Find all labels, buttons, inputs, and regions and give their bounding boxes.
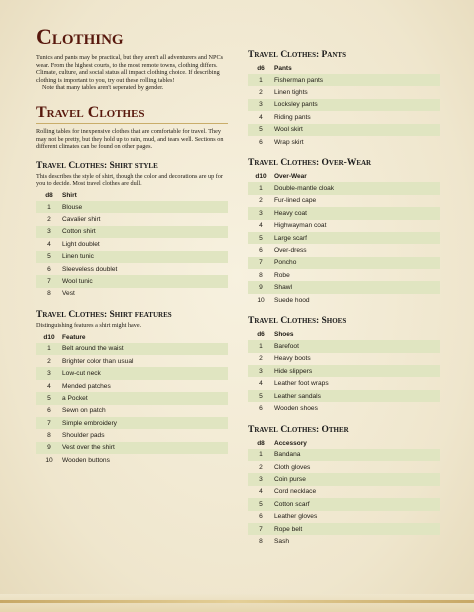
die-column-header: d10 (43, 333, 55, 341)
roll-number: 7 (36, 417, 62, 429)
roll-number: 7 (36, 275, 62, 287)
table-row (248, 353, 440, 365)
table-row (248, 74, 440, 86)
roll-result: Cotton scarf (274, 498, 440, 510)
die-column-header: d6 (257, 331, 265, 339)
roll-number: 5 (248, 232, 274, 244)
table-row (248, 220, 440, 232)
roll-number: 1 (36, 343, 62, 355)
table-title-pants: Travel Clothes: Pants (248, 50, 346, 60)
roll-number: 6 (259, 138, 263, 146)
intro-note: Note that many tables aren't seperated by gender. (42, 84, 164, 92)
roll-number: 5 (248, 498, 274, 510)
table-row (248, 486, 440, 498)
table-row (248, 473, 440, 485)
roll-result: Leather gloves (274, 513, 318, 521)
result-column-header: Pants (274, 65, 292, 72)
result-column-header: Shirt (62, 191, 77, 199)
roll-result: Hide slippers (274, 365, 440, 377)
result-column-header: Shoes (274, 331, 294, 339)
roll-number: 3 (248, 207, 274, 219)
table-row (248, 111, 440, 123)
table-row (248, 294, 440, 306)
table-header-row (36, 332, 228, 343)
table-title-over-wear: Travel Clothes: Over-Wear (248, 158, 372, 169)
table-row (248, 281, 440, 293)
roll-result: Robe (274, 271, 290, 279)
table-header-row (248, 171, 440, 182)
roll-number: 5 (248, 390, 274, 402)
table-row (248, 535, 440, 547)
roll-number: 1 (248, 182, 274, 194)
roll-number: 3 (36, 226, 62, 238)
table-row (248, 340, 440, 352)
roll-result: Locksley pants (274, 99, 440, 111)
roll-result: Wool tunic (62, 275, 228, 287)
roll-result: Large scarf (274, 232, 440, 244)
table-row (36, 201, 228, 213)
roll-result: Highwayman coat (274, 222, 327, 230)
roll-number: 5 (36, 392, 62, 404)
roll-number: 1 (36, 201, 62, 213)
roll-result: Heavy coat (274, 207, 440, 219)
roll-result: Suede hood (274, 296, 310, 304)
result-column-header: Accessory (274, 439, 307, 447)
shirt-features-description: Distinguishing features a shirt might have. (36, 322, 142, 330)
roll-number: 7 (248, 257, 274, 269)
left-column (36, 26, 228, 467)
roll-result: Leather foot wraps (274, 380, 329, 388)
pants-table (248, 63, 440, 148)
roll-result: Wooden buttons (62, 456, 110, 464)
table-row (248, 182, 440, 194)
die-column-header: d6 (257, 65, 265, 72)
table-row (248, 390, 440, 402)
roll-result: Double-mantle cloak (274, 182, 440, 194)
roll-number: 3 (248, 473, 274, 485)
table-row (36, 392, 228, 404)
roll-result: Fur-lined cape (274, 197, 317, 205)
table-row (248, 136, 440, 148)
table-row (248, 232, 440, 244)
roll-result: Light doublet (62, 240, 100, 248)
roll-result: Fisherman pants (274, 74, 440, 86)
roll-result: Mended patches (62, 382, 111, 390)
roll-number: 8 (259, 271, 263, 279)
roll-number: 2 (259, 89, 263, 97)
table-header-row (248, 438, 440, 449)
roll-result: Cord necklace (274, 488, 317, 496)
roll-number: 8 (47, 290, 51, 298)
roll-number: 2 (259, 463, 263, 471)
roll-result: Vest (62, 290, 75, 298)
roll-number: 9 (248, 281, 274, 293)
roll-number: 8 (259, 538, 263, 546)
roll-number: 4 (259, 488, 263, 496)
roll-result: a Pocket (62, 392, 228, 404)
table-row (248, 461, 440, 473)
roll-number: 5 (36, 251, 62, 263)
roll-number: 3 (36, 367, 62, 379)
roll-result: Shoulder pads (62, 432, 105, 440)
roll-number: 1 (248, 449, 274, 461)
table-header-row (248, 63, 440, 74)
roll-result: Leather sandals (274, 390, 440, 402)
roll-result: Blouse (62, 201, 228, 213)
roll-number: 2 (47, 216, 51, 224)
page-title: Clothing (36, 24, 124, 49)
roll-result: Heavy boots (274, 355, 311, 363)
table-title-other: Travel Clothes: Other (248, 424, 349, 435)
table-row (36, 263, 228, 275)
roll-number: 6 (259, 404, 263, 412)
table-row (248, 511, 440, 523)
roll-number: 4 (47, 240, 51, 248)
table-title-shoes: Travel Clothes: Shoes (248, 316, 347, 327)
roll-result: Barefoot (274, 340, 440, 352)
right-column (248, 50, 440, 548)
table-row (36, 454, 228, 466)
shirt-features-table (36, 332, 228, 467)
result-column-header: Over-Wear (274, 173, 307, 181)
table-row (36, 405, 228, 417)
roll-number: 8 (47, 432, 51, 440)
table-row (36, 355, 228, 367)
shoes-table (248, 329, 440, 414)
table-row (248, 99, 440, 111)
roll-result: Brighter color than usual (62, 357, 134, 365)
page-footer-border (0, 594, 474, 612)
roll-result: Cloth gloves (274, 463, 311, 471)
table-row (248, 498, 440, 510)
roll-number: 5 (248, 124, 274, 136)
roll-number: 10 (45, 456, 53, 464)
other-table (248, 438, 440, 548)
table-row (248, 86, 440, 98)
over-wear-table (248, 171, 440, 306)
roll-result: Rope belt (274, 523, 440, 535)
table-row (248, 377, 440, 389)
roll-result: Coin purse (274, 473, 440, 485)
roll-result: Linen tights (274, 89, 308, 97)
table-row (36, 238, 228, 250)
roll-result: Sleeveless doublet (62, 265, 118, 273)
intro-paragraph: Tunics and pants may be practical, but they aren't all adventurers and NPCs wear. From the highest courts, to the most remote towns, clothing differs. Climate, culture, and social status all impact clothing choice. If describing clothing is important to you, try out these rolling tables! (36, 54, 223, 84)
table-header-row (248, 329, 440, 340)
roll-result: Sash (274, 538, 290, 546)
shirt-style-table (36, 190, 228, 300)
table-row (36, 213, 228, 225)
roll-number: 4 (259, 113, 263, 121)
roll-result: Wool skirt (274, 124, 440, 136)
roll-number: 2 (47, 357, 51, 365)
roll-number: 9 (36, 442, 62, 454)
roll-result: Simple embroidery (62, 417, 228, 429)
roll-number: 4 (259, 222, 263, 230)
roll-number: 2 (259, 355, 263, 363)
roll-result: Cotton shirt (62, 226, 228, 238)
section-heading-travel-clothes: Travel Clothes (36, 104, 228, 124)
table-row (36, 251, 228, 263)
table-row (248, 269, 440, 281)
roll-result: Poncho (274, 257, 440, 269)
die-column-header: d10 (255, 173, 267, 181)
table-row (248, 365, 440, 377)
roll-number: 6 (259, 513, 263, 521)
roll-result: Belt around the waist (62, 343, 228, 355)
roll-result: Vest over the shirt (62, 442, 228, 454)
roll-result: Low-cut neck (62, 367, 228, 379)
table-row (248, 449, 440, 461)
roll-number: 3 (248, 99, 274, 111)
table-row (36, 417, 228, 429)
table-row (36, 226, 228, 238)
roll-result: Linen tunic (62, 251, 228, 263)
roll-result: Over-dress (274, 246, 307, 254)
roll-number: 1 (248, 340, 274, 352)
roll-result: Wrap skirt (274, 138, 304, 146)
result-column-header: Feature (62, 333, 86, 341)
roll-number: 7 (248, 523, 274, 535)
roll-result: Riding pants (274, 113, 311, 121)
roll-number: 4 (47, 382, 51, 390)
table-title-shirt-features: Travel Clothes: Shirt features (36, 310, 172, 321)
roll-result: Shawl (274, 281, 440, 293)
die-column-header: d8 (45, 191, 53, 199)
roll-result: Wooden shoes (274, 404, 318, 412)
roll-result: Bandana (274, 449, 440, 461)
roll-number: 6 (259, 246, 263, 254)
roll-number: 6 (47, 265, 51, 273)
table-row (36, 429, 228, 441)
travel-description: Rolling tables for inexpensive clothes that are comfortable for travel. They may not be pretty, but they hold up to rain, mud, and tears well. Sections on different climates can be found on other pages. (36, 127, 224, 151)
table-header-row (36, 190, 228, 201)
table-row (248, 124, 440, 136)
table-row (248, 523, 440, 535)
roll-number: 10 (257, 296, 265, 304)
roll-result: Sewn on patch (62, 407, 106, 415)
table-row (36, 275, 228, 287)
table-row (36, 380, 228, 392)
roll-result: Cavalier shirt (62, 216, 101, 224)
shirt-style-description: This describes the style of shirt, though the color and decorations are up for you to decide. Most travel clothes are dull. (36, 172, 223, 188)
roll-number: 4 (259, 380, 263, 388)
table-row (36, 367, 228, 379)
table-row (36, 288, 228, 300)
roll-number: 2 (259, 197, 263, 205)
table-row (36, 343, 228, 355)
table-row (248, 244, 440, 256)
table-row (248, 257, 440, 269)
die-column-header: d8 (257, 439, 265, 447)
roll-number: 1 (248, 74, 274, 86)
roll-number: 3 (248, 365, 274, 377)
table-row (248, 402, 440, 414)
table-row (248, 207, 440, 219)
table-row (248, 195, 440, 207)
table-row (36, 442, 228, 454)
roll-number: 6 (47, 407, 51, 415)
table-title-shirt-style: Travel Clothes: Shirt style (36, 160, 158, 171)
